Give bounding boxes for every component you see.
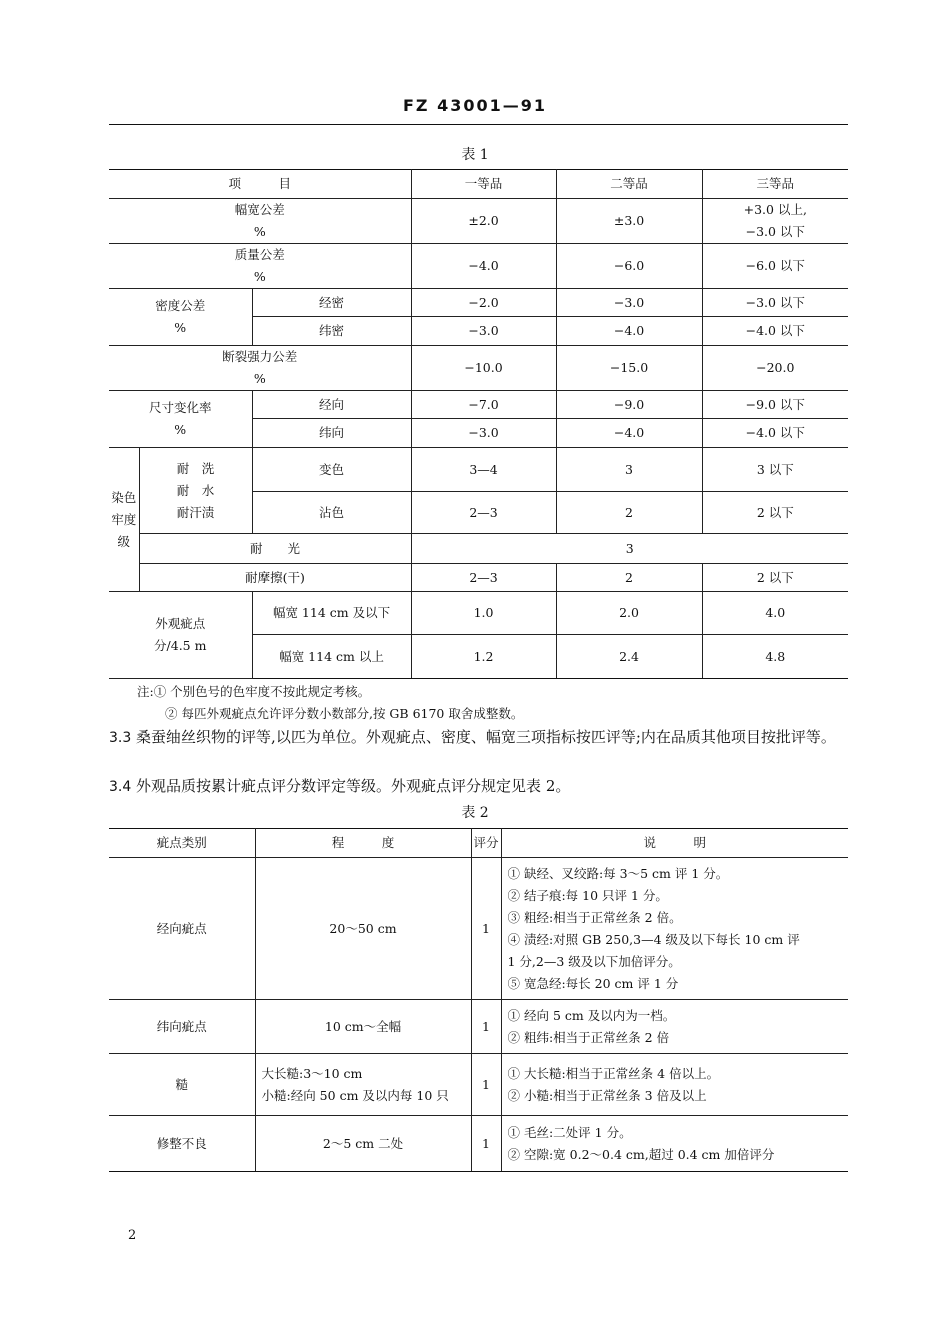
row-desc xyxy=(501,858,848,1000)
size-change-warp-g3: −9.0 以下 xyxy=(702,391,848,419)
size-change-text: 尺寸变化率 xyxy=(148,400,212,415)
colorfast-wash-line2: 耐 水 xyxy=(176,482,215,498)
row-degree: 20～50 cm xyxy=(255,858,471,1000)
table-row xyxy=(109,1000,848,1054)
colorfast-wash-line1: 耐 洗 xyxy=(176,460,215,476)
table-row xyxy=(109,1116,848,1172)
row-category: 修整不良 xyxy=(109,1116,255,1172)
t2-header-desc: 说 明 xyxy=(501,829,848,858)
t1-header-grade2: 二等品 xyxy=(556,170,702,199)
density-weft-label: 纬密 xyxy=(252,317,411,346)
density-tol-label xyxy=(109,289,252,346)
size-change-weft-g3: −4.0 以下 xyxy=(702,419,848,448)
row-score: 1 xyxy=(471,858,501,1000)
defects-wide-g2: 2.4 xyxy=(556,635,702,679)
desc-line: ① 大长糙:相当于正常丝条 4 倍以上。 xyxy=(507,1065,720,1081)
clause-3-4 xyxy=(109,774,850,799)
desc-line: ② 空隙:宽 0.2～0.4 cm,超过 0.4 cm 加倍评分 xyxy=(507,1146,775,1162)
desc-line: 1 分,2—3 级及以下加倍评分。 xyxy=(507,953,681,969)
clause-3-3-text: 桑蚕䌷丝织物的评等,以匹为单位。外观疵点、密度、幅宽三项指标按匹评等;内在品质其他项目按批评等。 xyxy=(136,728,836,746)
table2 xyxy=(109,828,848,1172)
defects-wide-g3: 4.8 xyxy=(702,635,848,679)
mass-tol-text: 质量公差 xyxy=(234,247,285,262)
size-change-warp-label: 经向 xyxy=(252,391,411,419)
defects-unit: 分/4.5 m xyxy=(154,638,207,653)
density-weft-g1: −3.0 xyxy=(411,317,556,346)
row-density-warp xyxy=(109,289,848,317)
fade-label: 变色 xyxy=(252,448,411,492)
degree-line: 小糙:经向 50 cm 及以内每 10 只 xyxy=(261,1087,449,1103)
size-change-label xyxy=(109,391,252,448)
page-number: 2 xyxy=(128,1228,137,1243)
break-strength-unit: % xyxy=(253,371,266,386)
defects-wide-g1: 1.2 xyxy=(411,635,556,679)
row-size-change-warp xyxy=(109,391,848,419)
stain-g1: 2—3 xyxy=(411,492,556,534)
table1-caption: 表 1 xyxy=(461,147,489,163)
break-strength-label xyxy=(109,346,411,391)
doc-code: FZ 43001—91 xyxy=(402,96,548,115)
rub-label: 耐摩擦(干) xyxy=(139,564,411,592)
row-desc xyxy=(501,1054,848,1116)
row-desc xyxy=(501,1116,848,1172)
density-tol-unit: % xyxy=(174,320,187,335)
defects-wide-label: 幅宽 114 cm 以上 xyxy=(252,635,411,679)
size-change-weft-g2: −4.0 xyxy=(556,419,702,448)
density-weft-g2: −4.0 xyxy=(556,317,702,346)
row-break-strength xyxy=(109,346,848,391)
width-tol-g1: ±2.0 xyxy=(411,199,556,244)
table2-caption: 表 2 xyxy=(461,805,489,821)
row-degree xyxy=(255,1054,471,1116)
stain-g2: 2 xyxy=(556,492,702,534)
table-row xyxy=(109,1054,848,1116)
desc-line: ② 粗纬:相当于正常丝条 2 倍 xyxy=(507,1029,670,1045)
width-tol-g3-line2: −3.0 以下 xyxy=(745,224,805,239)
width-tol-text: 幅宽公差 xyxy=(234,202,285,217)
density-warp-g2: −3.0 xyxy=(556,289,702,317)
desc-line: ① 毛丝:二处评 1 分。 xyxy=(507,1124,632,1140)
width-tol-g2: ±3.0 xyxy=(556,199,702,244)
row-desc xyxy=(501,1000,848,1054)
mass-tol-g3: −6.0 以下 xyxy=(702,244,848,289)
row-colorfast-light xyxy=(109,534,848,564)
row-category: 纬向疵点 xyxy=(109,1000,255,1054)
row-category: 经向疵点 xyxy=(109,858,255,1000)
row-colorfast-rub xyxy=(109,564,848,592)
width-tol-label xyxy=(109,199,411,244)
size-change-warp-g2: −9.0 xyxy=(556,391,702,419)
row-width-tolerance xyxy=(109,199,848,244)
defects-label xyxy=(109,592,252,679)
size-change-warp-g1: −7.0 xyxy=(411,391,556,419)
fade-g2: 3 xyxy=(556,448,702,492)
desc-line: ① 经向 5 cm 及以内为一档。 xyxy=(507,1007,676,1023)
clause-3-3 xyxy=(109,725,850,750)
desc-line: ④ 渍经:对照 GB 250,3—4 级及以下每长 10 cm 评 xyxy=(507,931,800,947)
mass-tol-g2: −6.0 xyxy=(556,244,702,289)
defects-narrow-g3: 4.0 xyxy=(702,592,848,635)
desc-line: ② 小糙:相当于正常丝条 3 倍及以上 xyxy=(507,1087,707,1103)
colorfast-wash-label xyxy=(139,448,252,534)
density-warp-g3: −3.0 以下 xyxy=(702,289,848,317)
colorfast-char-2: 牢度 xyxy=(111,511,137,527)
light-label: 耐 光 xyxy=(139,534,411,564)
break-strength-g1: −10.0 xyxy=(411,346,556,391)
size-change-unit: % xyxy=(174,422,187,437)
defects-narrow-label: 幅宽 114 cm 及以下 xyxy=(252,592,411,635)
mass-tol-unit: % xyxy=(253,269,266,284)
row-degree: 2～5 cm 二处 xyxy=(255,1116,471,1172)
row-degree: 10 cm～全幅 xyxy=(255,1000,471,1054)
table1 xyxy=(109,169,848,679)
defects-narrow-g1: 1.0 xyxy=(411,592,556,635)
rub-g1: 2—3 xyxy=(411,564,556,592)
t2-header-category: 疵点类别 xyxy=(109,829,255,858)
fade-g1: 3—4 xyxy=(411,448,556,492)
fade-g3: 3 以下 xyxy=(702,448,848,492)
size-change-weft-g1: −3.0 xyxy=(411,419,556,448)
row-score: 1 xyxy=(471,1054,501,1116)
t1-header-grade3: 三等品 xyxy=(702,170,848,199)
rub-g3: 2 以下 xyxy=(702,564,848,592)
header-rule xyxy=(109,124,848,125)
table2-header-row xyxy=(109,829,848,858)
defects-text: 外观疵点 xyxy=(155,616,206,631)
row-score: 1 xyxy=(471,1116,501,1172)
table-row xyxy=(109,858,848,1000)
desc-line: ⑤ 宽急经:每长 20 cm 评 1 分 xyxy=(507,975,679,991)
row-colorfast-fade xyxy=(109,448,848,492)
t2-header-degree: 程 度 xyxy=(255,829,471,858)
density-tol-text: 密度公差 xyxy=(155,298,206,313)
desc-line: ① 缺经、叉绞路:每 3～5 cm 评 1 分。 xyxy=(507,865,729,881)
width-tol-unit: % xyxy=(253,224,266,239)
break-strength-text: 断裂强力公差 xyxy=(222,349,298,364)
t1-header-grade1: 一等品 xyxy=(411,170,556,199)
degree-line: 大长糙:3～10 cm xyxy=(261,1065,363,1081)
colorfast-char-3: 级 xyxy=(117,533,130,549)
mass-tol-g1: −4.0 xyxy=(411,244,556,289)
colorfast-wash-line3: 耐汗渍 xyxy=(176,504,215,520)
mass-tol-label xyxy=(109,244,411,289)
row-category: 糙 xyxy=(109,1054,255,1116)
colorfast-group-label xyxy=(109,448,139,592)
note-1: 注:① 个别色号的色牢度不按此规定考核。 xyxy=(137,684,371,699)
clause-3-3-number: 3.3 xyxy=(109,730,132,746)
light-value: 3 xyxy=(411,534,848,564)
size-change-weft-label: 纬向 xyxy=(252,419,411,448)
t1-header-item: 项 目 xyxy=(109,170,411,199)
break-strength-g2: −15.0 xyxy=(556,346,702,391)
row-mass-tolerance xyxy=(109,244,848,289)
clause-3-4-text: 外观品质按累计疵点评分数评定等级。外观疵点评分规定见表 2。 xyxy=(136,777,571,795)
density-warp-g1: −2.0 xyxy=(411,289,556,317)
t2-header-score: 评分 xyxy=(471,829,501,858)
desc-line: ② 结子痕:每 10 只评 1 分。 xyxy=(507,887,668,903)
clause-3-4-number: 3.4 xyxy=(109,779,132,795)
row-defects-narrow xyxy=(109,592,848,635)
break-strength-g3: −20.0 xyxy=(702,346,848,391)
colorfast-char-1: 染色 xyxy=(111,489,137,505)
density-weft-g3: −4.0 以下 xyxy=(702,317,848,346)
row-score: 1 xyxy=(471,1000,501,1054)
stain-g3: 2 以下 xyxy=(702,492,848,534)
width-tol-g3 xyxy=(702,199,848,244)
width-tol-g3-line1: +3.0 以上, xyxy=(743,202,807,217)
rub-g2: 2 xyxy=(556,564,702,592)
desc-line: ③ 粗经:相当于正常丝条 2 倍。 xyxy=(507,909,682,925)
stain-label: 沾色 xyxy=(252,492,411,534)
note-2: ② 每匹外观疵点允许评分数小数部分,按 GB 6170 取舍成整数。 xyxy=(165,706,524,721)
defects-narrow-g2: 2.0 xyxy=(556,592,702,635)
table1-header-row xyxy=(109,170,848,199)
density-warp-label: 经密 xyxy=(252,289,411,317)
